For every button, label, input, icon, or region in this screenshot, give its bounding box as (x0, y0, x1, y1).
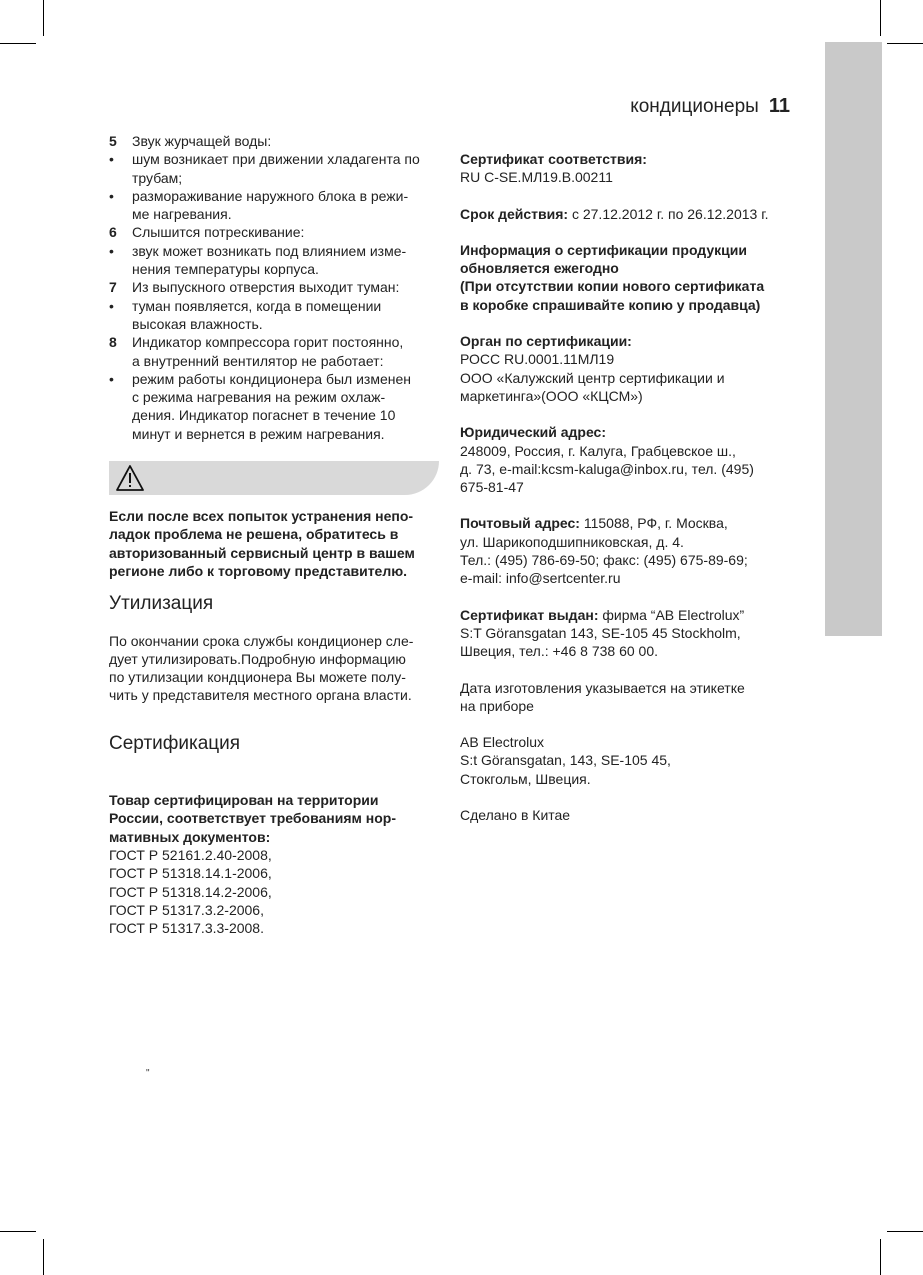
postal-line: ул. Шарикоподшипниковская, д. 4. (460, 533, 684, 550)
legal-line: д. 73, e-mail:kcsm-kaluga@inbox.ru, тел. (495) (460, 460, 754, 477)
standard-line: ГОСТ Р 51318.14.2-2006, (109, 883, 272, 900)
utilization-text (109, 632, 441, 705)
organ-label: Орган по сертификации: (460, 333, 632, 350)
page-number: 11 (768, 95, 790, 117)
list-item (109, 223, 441, 241)
legal-line: 675-81-47 (460, 479, 524, 496)
cert-label: Сертификат соответствия: (460, 151, 647, 167)
item-line: минут и вернется в режим нагревания. (132, 425, 385, 442)
made-in (460, 806, 800, 824)
warning-line: регионе либо к торговому представителю. (109, 562, 408, 579)
date-line: на приборе (460, 697, 534, 714)
validity-value: с 27.12.2012 г. по 26.12.2013 г. (568, 205, 769, 222)
item-line: размораживание наружного блока в режи- (132, 187, 409, 204)
bullet-icon: • (109, 151, 114, 168)
warning-text (109, 507, 441, 580)
crop-mark (43, 0, 44, 36)
bullet-icon: • (109, 297, 114, 314)
list-item (109, 333, 441, 370)
warning-band (109, 461, 439, 495)
issued-first: фирма “AB Electrolux” (598, 606, 745, 623)
cert-organ (460, 332, 800, 405)
item-number: 6 (109, 224, 117, 241)
warning-triangle-icon (115, 464, 145, 496)
cert-bold-line: Товар сертифицирован на территории (109, 792, 379, 809)
item-line: а внутренний вентилятор не работает: (132, 352, 384, 369)
bullet-icon: • (109, 187, 114, 204)
cert-bold-line: мативных документов: (109, 828, 271, 845)
bullet-icon: • (109, 370, 114, 387)
item-number: 8 (109, 334, 117, 351)
item-line: ме нагревания. (132, 206, 232, 223)
certification-text (109, 791, 441, 937)
list-item (109, 132, 441, 150)
list-item (109, 278, 441, 296)
company-line: S:t Göransgatan, 143, SE-105 45, (460, 752, 671, 769)
item-line: шум возникает при движении хладагента по (132, 151, 420, 168)
legal-line: 248009, Россия, г. Калуга, Грабцевское ш., (460, 442, 736, 459)
legal-address (460, 423, 800, 496)
info-line: Информация о сертификации продукции (460, 241, 747, 258)
list-item (109, 370, 441, 443)
info-line: в коробке спрашивайте копию у продавца) (460, 296, 761, 313)
list-item (109, 150, 441, 187)
certification-heading: Сертификация (109, 732, 241, 754)
crop-mark (887, 1231, 923, 1232)
crop-mark (43, 1239, 44, 1275)
utilization-line: чить у представителя местного органа власти. (109, 687, 412, 704)
issued-line: Швеция, тел.: +46 8 738 60 00. (460, 643, 658, 660)
item-line: Из выпускного отверстия выходит туман: (132, 279, 400, 296)
list-item (109, 187, 441, 224)
made-in-text: Сделано в Китае (460, 807, 571, 824)
warning-line: ладок проблема не решена, обратитесь в (109, 526, 399, 543)
list-item (109, 297, 441, 334)
info-line: обновляется ежегодно (460, 260, 619, 277)
cert-conformity (460, 150, 800, 187)
crop-mark (887, 43, 923, 44)
standard-line: ГОСТ Р 51317.3.2-2006, (109, 901, 264, 918)
standard-line: ГОСТ Р 51317.3.3-2008. (109, 920, 264, 937)
validity-label: Срок действия: (460, 205, 569, 222)
postal-address (460, 514, 800, 587)
utilization-line: По окончании срока службы кондиционер сле- (109, 632, 414, 649)
postal-first: 115088, РФ, г. Москва, (579, 515, 728, 532)
date-line: Дата изготовления указывается на этикетке (460, 679, 745, 696)
right-column (460, 150, 800, 842)
legal-label: Юридический адрес: (460, 424, 606, 441)
bullet-icon: • (109, 242, 114, 259)
warning-line: Если после всех попыток устранения непо- (109, 508, 414, 525)
troubleshooting-list (109, 132, 441, 443)
left-column (109, 132, 441, 937)
item-number: 5 (109, 133, 117, 149)
item-line: туман появляется, когда в помещении (132, 297, 382, 314)
organ-line: ООО «Калужский центр сертификации и (460, 369, 725, 386)
manufacture-date (460, 679, 800, 716)
issued-label: Сертификат выдан: (460, 606, 599, 623)
item-line: Слышится потрескивание: (132, 224, 305, 241)
stray-mark: " (146, 1068, 150, 1079)
utilization-line: дует утилизировать.Подробную информацию (109, 650, 406, 667)
crop-mark (0, 43, 36, 44)
validity (460, 205, 800, 223)
list-item (109, 242, 441, 279)
company-line: AB Electrolux (460, 734, 545, 751)
item-line: звук может возникать под влиянием изме- (132, 242, 407, 259)
item-line: Звук журчащей воды: (132, 133, 272, 149)
postal-label: Почтовый адрес: (460, 515, 580, 532)
company-line: Стокгольм, Швеция. (460, 770, 591, 787)
issued-line: S:T Göransgatan 143, SE-105 45 Stockholm, (460, 624, 741, 641)
crop-mark (880, 1239, 881, 1275)
crop-mark (0, 1231, 36, 1232)
item-line: высокая влажность. (132, 315, 263, 332)
standard-line: ГОСТ Р 52161.2.40-2008, (109, 846, 272, 863)
section-title: кондиционеры (630, 96, 759, 117)
company-address (460, 733, 800, 788)
utilization-line: по утилизации кондционера Вы можете полу- (109, 669, 406, 686)
item-line: дения. Индикатор погаснет в течение 10 (132, 407, 396, 424)
item-number: 7 (109, 279, 117, 296)
item-line: режим работы кондиционера был изменен (132, 370, 411, 387)
page-header (630, 95, 790, 118)
cert-bold-line: России, соответствует требованиям нор- (109, 810, 396, 827)
side-tab (825, 42, 882, 636)
item-line: Индикатор компрессора горит постоянно, (132, 334, 404, 351)
utilization-heading: Утилизация (109, 593, 214, 615)
cert-info (460, 241, 800, 314)
cert-issued (460, 606, 800, 661)
cert-number: RU C-SE.МЛ19.В.00211 (460, 169, 613, 186)
crop-mark (880, 0, 881, 36)
organ-line: РОСС RU.0001.11МЛ19 (460, 351, 615, 368)
info-line: (При отсутствии копии нового сертификата (460, 278, 765, 295)
item-line: нения температуры корпуса. (132, 261, 319, 278)
postal-line: Тел.: (495) 786-69-50; факс: (495) 675-89-69; (460, 552, 748, 569)
warning-line: авторизованный сервисный центр в вашем (109, 544, 415, 561)
item-line: с режима нагревания на режим охлаж- (132, 389, 386, 406)
standard-line: ГОСТ Р 51318.14.1-2006, (109, 865, 272, 882)
postal-line: e-mail: info@sertcenter.ru (460, 570, 621, 587)
item-line: трубам; (132, 169, 183, 186)
organ-line: маркетинга»(ООО «КЦСМ») (460, 387, 643, 404)
